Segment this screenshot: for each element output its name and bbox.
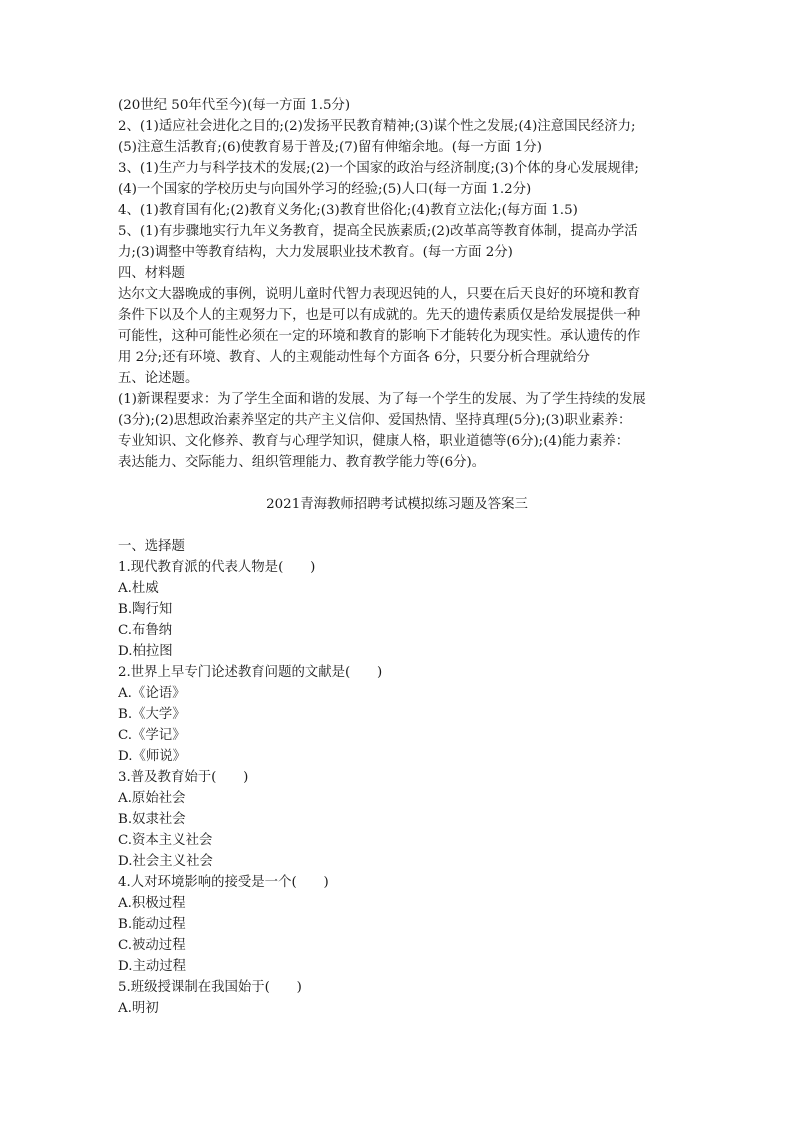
text-line: 可能性，这种可能性必须在一定的环境和教育的影响下才能转化为现实性。承认遗传的作	[118, 329, 641, 344]
text-line: 4、(1)教育国有化;(2)教育义务化;(3)教育世俗化;(4)教育立法化;(每方面 1.5)	[118, 203, 578, 218]
text-line: 表达能力、交际能力、组织管理能力、教育教学能力等(6分)。	[118, 455, 486, 470]
text-line: (5)注意生活教育;(6)使教育易于普及;(7)留有伸缩余地。(每一方面 1分)	[118, 140, 542, 155]
text-line: 2、(1)适应社会进化之目的;(2)发扬平民教育精神;(3)谋个性之发展;(4)注意国民经济力;	[118, 119, 636, 134]
answer-option: B.奴隶社会	[118, 812, 186, 827]
answer-option: A.《论语》	[118, 686, 186, 701]
answer-option: B.能动过程	[118, 917, 186, 932]
answer-option: A.明初	[118, 1001, 159, 1016]
text-line: 用 2分;还有环境、教育、人的主观能动性每个方面各 6分，只要分析合理就给分	[118, 350, 590, 365]
answer-option: A.积极过程	[118, 896, 186, 911]
quiz-section	[118, 536, 684, 1019]
section-heading: 一、选择题	[118, 539, 185, 554]
text-line: (4)一个国家的学校历史与向国外学习的经验;(5)人口(每一方面 1.2分)	[118, 182, 532, 197]
question-text: 1.现代教育派的代表人物是( )	[118, 560, 316, 575]
text-line: 3、(1)生产力与科学技术的发展;(2)一个国家的政治与经济制度;(3)个体的身心发展规律;	[118, 161, 639, 176]
text-line: (3分);(2)思想政治素养坚定的共产主义信仰、爱国热情、坚持真理(5分);(3)职业素养：	[118, 413, 632, 428]
text-line: (20世纪 50年代至今)(每一方面 1.5分)	[118, 98, 351, 113]
answer-option: C.资本主义社会	[118, 833, 213, 848]
question-text: 5.班级授课制在我国始于( )	[118, 980, 302, 995]
answer-option: B.陶行知	[118, 602, 173, 617]
answer-option: D.《师说》	[118, 749, 187, 764]
answer-option: D.社会主义社会	[118, 854, 213, 869]
text-line: 专业知识、文化修养、教育与心理学知识，健康人格，职业道德等(6分);(4)能力素养：	[118, 434, 630, 449]
question-text: 2.世界上早专门论述教育问题的文献是( )	[118, 665, 383, 680]
answers-section	[118, 95, 684, 473]
answer-option: C.布鲁纳	[118, 623, 173, 638]
answer-option: D.柏拉图	[118, 644, 173, 659]
answer-option: B.《大学》	[118, 707, 186, 722]
answer-option: C.被动过程	[118, 938, 186, 953]
page-title: 2021青海教师招聘考试模拟练习题及答案三	[266, 497, 528, 512]
answer-option: D.主动过程	[118, 959, 187, 974]
section-heading: 五、论述题。	[118, 371, 199, 386]
text-line: 5、(1)有步骤地实行九年义务教育，提高全民族素质;(2)改革高等教育体制，提高办学活	[118, 224, 638, 239]
text-line: 条件下以及个人的主观努力下，也是可以有成就的。先天的遗传素质仅是给发展提供一种	[118, 308, 641, 323]
question-text: 3.普及教育始于( )	[118, 770, 249, 785]
answer-option: C.《学记》	[118, 728, 186, 743]
text-line: 力;(3)调整中等教育结构，大力发展职业技术教育。(每一方面 2分)	[118, 245, 513, 260]
answer-option: A.杜威	[118, 581, 159, 596]
text-line: (1)新课程要求：为了学生全面和谐的发展、为了每一个学生的发展、为了学生持续的发展	[118, 392, 646, 407]
answer-option: A.原始社会	[118, 791, 186, 806]
text-line: 达尔文大器晚成的事例，说明儿童时代智力表现迟钝的人，只要在后天良好的环境和教育	[118, 287, 641, 302]
section-heading: 四、材料题	[118, 266, 185, 281]
question-text: 4.人对环境影响的接受是一个( )	[118, 875, 329, 890]
